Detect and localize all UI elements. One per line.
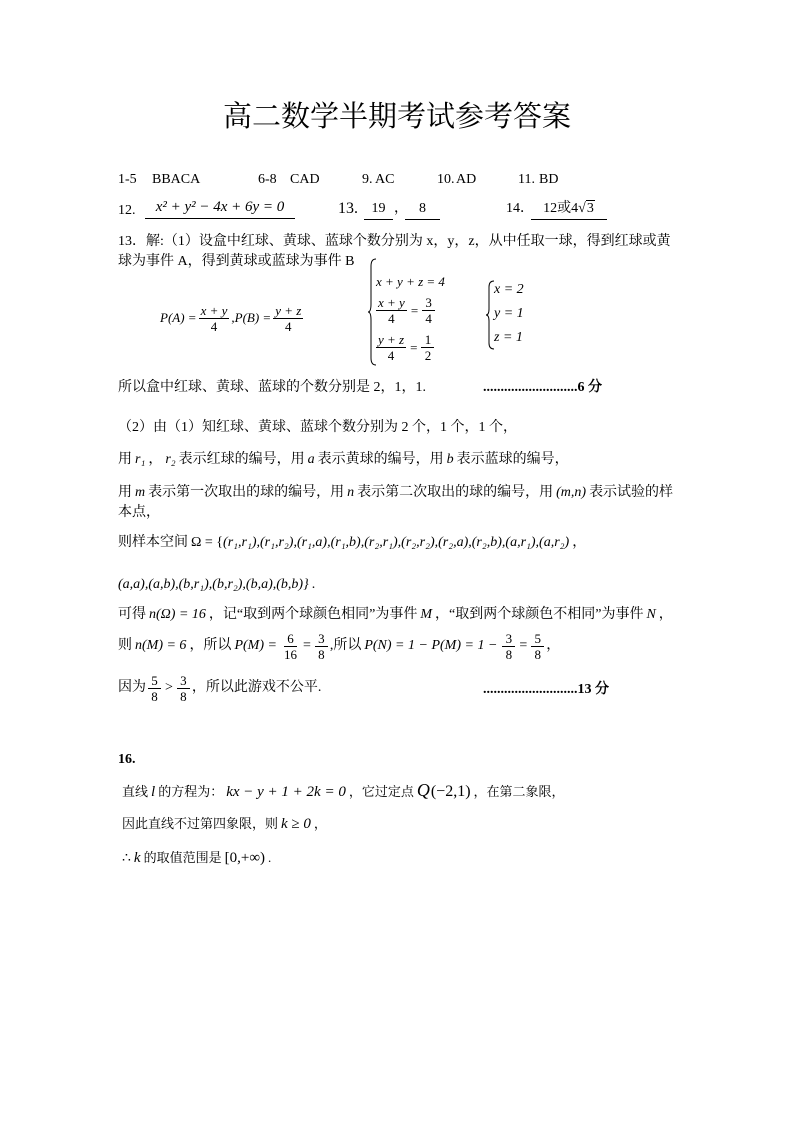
- fraction-5-8: [148, 673, 161, 704]
- text: 可得: [118, 607, 146, 622]
- denominator: 8: [180, 688, 187, 704]
- event-m: M: [420, 607, 433, 622]
- count-omega: n(Ω) = 16: [149, 607, 206, 622]
- system-equation-3: [374, 332, 436, 363]
- var-l: l: [151, 784, 156, 800]
- numerator: 5: [148, 673, 161, 689]
- choice-range-1-5: 1-5: [118, 172, 137, 187]
- solution-16-line-1: [122, 779, 565, 803]
- solution-y: y = 1: [494, 306, 524, 321]
- part2-line-3: [118, 483, 673, 503]
- eq3-right-numerator: 1: [421, 332, 434, 348]
- text: ，: [572, 535, 587, 550]
- choice-number-9: 9.: [362, 172, 373, 187]
- part2-line-1: （2）由（1）知红球、黄球、蓝球个数分别为 2 个，1 个，1 个，: [118, 420, 517, 435]
- text: 因此直线不过第四象限，则: [122, 816, 279, 831]
- fill-number-14: 14．: [506, 201, 534, 216]
- part2-line-8: [118, 629, 560, 663]
- var-n: n: [347, 485, 355, 500]
- eq2-right-denominator: 4: [425, 311, 432, 326]
- var-b: b: [446, 452, 454, 467]
- probability-formula: [160, 302, 305, 334]
- fraction-3-8: [177, 673, 190, 704]
- event-n: N: [646, 607, 656, 622]
- point-q: Q: [416, 780, 430, 800]
- pa-numerator: x + y: [200, 302, 228, 318]
- pa-denominator: 4: [210, 318, 218, 334]
- eq2-left-fraction: [376, 295, 407, 326]
- var-a: a: [307, 452, 315, 467]
- text: .: [268, 850, 272, 865]
- solution-16-line-3: [122, 847, 271, 869]
- choice-answer-10: AD: [456, 172, 477, 187]
- k-range: [0,+∞): [224, 850, 266, 866]
- eq3-right-fraction: [421, 332, 434, 363]
- choice-answer-9: AC: [375, 172, 395, 187]
- numerator: 5: [531, 631, 544, 647]
- part2-line-2: [118, 450, 569, 470]
- fraction-3-8: [502, 631, 515, 662]
- eq3-left-fraction: [376, 332, 406, 363]
- fraction-6-16: [282, 631, 299, 662]
- text: 用: [118, 485, 132, 500]
- sample-space-elements-1: (r₁,r₁),(r₁,r₂),(r₁,a),(r₁,b),(r₂,r₁),(r₂,r₂),(r₂,a),(r₂,b),(a,r₁),(a,r₂): [223, 535, 570, 550]
- text: 直线: [122, 784, 149, 799]
- solution-13-intro-line-2: 球为事件 A，得到黄球或蓝球为事件 B: [118, 254, 355, 269]
- pb-denominator: 4: [284, 318, 292, 334]
- text: ，: [546, 638, 561, 653]
- solution-16-line-2: [122, 813, 327, 835]
- solution-16-number: 16.: [118, 752, 136, 767]
- text: 则样本空间: [118, 535, 188, 550]
- numerator: 3: [177, 673, 190, 689]
- text: ，它过定点: [348, 784, 414, 799]
- therefore-symbol: ∴: [122, 850, 131, 866]
- page-title: 高二数学半期考试参考答案: [222, 99, 571, 133]
- numerator: 6: [284, 631, 297, 647]
- text: 的取值范围是: [143, 850, 222, 865]
- pb-fraction: [273, 303, 303, 334]
- choice-range-6-8: 6-8: [258, 172, 277, 187]
- text: 因为: [118, 680, 146, 695]
- text: ，所以此游戏不公平.: [191, 680, 322, 695]
- text: 表示红球的编号，用: [178, 452, 305, 467]
- omega-set-open: Ω = {: [191, 535, 224, 550]
- prob-m-lhs: P(M) =: [234, 638, 277, 653]
- count-m: n(M) = 6: [135, 638, 187, 653]
- sample-space-elements-2: (a,a),(a,b),(b,r₁),(b,r₂),(b,a),(b,b)}: [118, 577, 309, 592]
- text: ，: [313, 816, 327, 831]
- fill-answer-13-b: 8: [405, 198, 440, 220]
- k-condition: k ≥ 0: [281, 816, 311, 832]
- fill-separator-13: ，: [394, 201, 408, 216]
- part1-conclusion: 所以盒中红球、黄球、蓝球的个数分别是 2，1，1.: [118, 380, 426, 395]
- choice-number-10: 10.: [437, 172, 455, 187]
- system-equation-2: [374, 295, 437, 326]
- var-mn: (m,n): [556, 485, 587, 500]
- text: ，: [148, 452, 163, 467]
- text: 表示蓝球的编号，: [456, 452, 569, 467]
- text: ，在第二象限，: [473, 784, 565, 799]
- greater-than: >: [165, 680, 173, 695]
- part2-line-7: [118, 605, 673, 625]
- part2-sample-space-line-1: [118, 533, 586, 553]
- part2-sample-space-line-2: [118, 575, 315, 595]
- line-equation: kx − y + 1 + 2k = 0: [226, 784, 346, 800]
- prob-n-expression: P(N) = 1 − P(M) = 1 −: [364, 638, 498, 653]
- eq3-equals: =: [410, 339, 418, 355]
- pb-numerator: y + z: [275, 302, 302, 318]
- part2-line-4: 本点，: [118, 505, 160, 520]
- text: ，所以: [189, 638, 232, 653]
- text: ,所以: [329, 638, 362, 653]
- part2-line-9: [118, 671, 321, 705]
- text: ，记“取到两个球颜色相同”为事件: [208, 607, 418, 622]
- fill-answer-14-prefix: 12或4: [543, 201, 579, 216]
- text: 表示第二次取出的球的编号，用: [357, 485, 554, 500]
- numerator: 3: [502, 631, 515, 647]
- choice-answer-1-5: BBACA: [152, 172, 201, 187]
- radical-sign: √: [578, 201, 586, 216]
- eq2-right-numerator: 3: [422, 295, 435, 311]
- text: 表示试验的样: [589, 485, 674, 500]
- fraction-3-8: [315, 631, 328, 662]
- text: 的方程为：: [158, 784, 224, 799]
- fill-number-13: 13.: [338, 200, 358, 217]
- eq2-numerator: x + y: [378, 295, 405, 310]
- eq2-denominator: 4: [388, 311, 395, 326]
- pa-lhs: P(A) =: [160, 310, 197, 325]
- fill-answer-14: [531, 198, 607, 220]
- denominator: 16: [283, 646, 297, 662]
- text: .: [311, 577, 316, 592]
- var-r2: r₂: [165, 452, 176, 467]
- denominator: 8: [318, 646, 325, 662]
- text: 则: [118, 638, 132, 653]
- solution-13-intro-line-1: 13．解:（1）设盒中红球、黄球、蓝球个数分别为 x，y，z，从中任取一球，得到红球或黄: [118, 234, 671, 249]
- eq2-equals: =: [410, 302, 419, 318]
- pa-fraction: [199, 303, 230, 334]
- text: ，: [658, 607, 673, 622]
- fill-number-12: 12.: [118, 203, 136, 218]
- eq3-right-denominator: 2: [424, 348, 432, 363]
- part2-score: ...........................13 分: [483, 682, 609, 697]
- pb-lhs: ,P(B) =: [231, 310, 272, 325]
- point-q-coords: (−2,1): [430, 783, 471, 800]
- text: ，“取到两个球颜色不相同”为事件: [435, 607, 644, 622]
- denominator: 8: [505, 646, 513, 662]
- system-equation-1: x + y + z = 4: [376, 274, 445, 289]
- fill-answer-12: x² + y² − 4x + 6y = 0: [145, 197, 295, 219]
- part1-score: ...........................6 分: [483, 380, 602, 395]
- numerator: 3: [315, 631, 328, 647]
- radicand: 3: [586, 201, 594, 216]
- choice-number-11: 11.: [518, 172, 535, 187]
- choice-answer-11: BD: [539, 172, 559, 187]
- var-k: k: [133, 850, 141, 866]
- choice-answer-6-8: CAD: [290, 172, 320, 187]
- text: 表示黄球的编号，用: [317, 452, 444, 467]
- eq3-denominator: 4: [387, 348, 395, 363]
- denominator: 8: [534, 646, 542, 662]
- equals: =: [519, 638, 528, 653]
- text: 表示第一次取出的球的编号，用: [148, 485, 345, 500]
- solution-x: x = 2: [494, 282, 524, 297]
- eq3-numerator: y + z: [378, 332, 405, 347]
- equals: =: [302, 638, 311, 653]
- fraction-5-8: [531, 631, 544, 662]
- var-m: m: [135, 485, 146, 500]
- eq2-right-fraction: [422, 295, 435, 326]
- fill-answer-13-a: 19: [364, 198, 393, 220]
- solution-z: z = 1: [494, 330, 523, 345]
- var-r1: r₁: [135, 452, 146, 467]
- text: 用: [118, 452, 132, 467]
- denominator: 8: [151, 688, 158, 704]
